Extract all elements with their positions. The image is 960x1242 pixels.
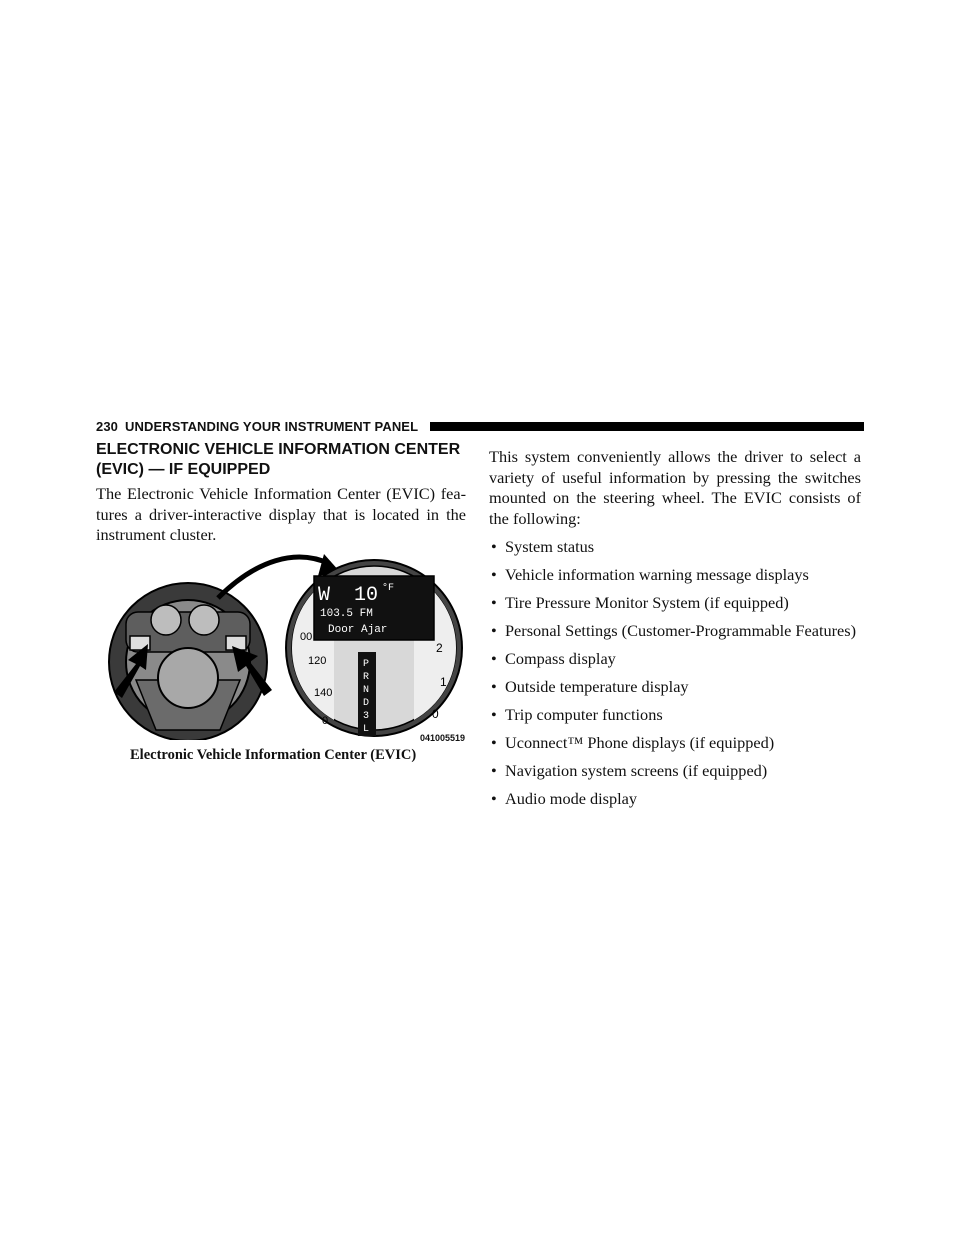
list-item: • Vehicle information warning message displays bbox=[491, 565, 809, 584]
section-heading-line-1: ELECTRONIC VEHICLE INFORMATION CENTER bbox=[96, 441, 461, 458]
speed-tick-140: 140 bbox=[314, 687, 333, 699]
list-item: • Audio mode display bbox=[491, 789, 638, 808]
display-temperature: 10 bbox=[354, 584, 379, 607]
bullet-icon: • bbox=[491, 677, 497, 696]
instrument-cluster bbox=[286, 560, 462, 736]
speed-tick-00: 00 bbox=[300, 631, 313, 643]
left-column bbox=[96, 440, 466, 546]
intro-paragraph: The Electronic Vehicle Information Center (EVIC) fea-tures a driver-interactive display that is located in the instrument cluster. bbox=[96, 484, 466, 544]
evic-feature-list bbox=[489, 537, 861, 817]
bullet-icon: • bbox=[491, 593, 497, 612]
speed-tick-0: 0 bbox=[322, 715, 329, 727]
bullet-icon: • bbox=[491, 761, 497, 780]
bullet-icon: • bbox=[491, 649, 497, 668]
evic-illustration bbox=[96, 540, 470, 740]
display-radio: 103.5 FM bbox=[320, 608, 373, 620]
header-rule bbox=[430, 422, 864, 431]
display-compass: W bbox=[318, 584, 331, 607]
list-item: • Outside temperature display bbox=[491, 677, 689, 696]
display-message: Door Ajar bbox=[328, 624, 388, 636]
evic-description: This system conveniently allows the driver to select a variety of useful information by pressing the switches mounted on the steering wheel. The EVIC consists of the following: bbox=[489, 447, 861, 528]
list-item: • Navigation system screens (if equipped) bbox=[491, 761, 768, 780]
tach-tick-0: 0 bbox=[432, 707, 439, 721]
gear-n: N bbox=[363, 685, 370, 696]
tach-tick-2: 2 bbox=[436, 641, 443, 655]
tach-tick-1: 1 bbox=[440, 675, 447, 689]
speed-tick-120: 120 bbox=[308, 655, 327, 667]
list-item: • Tire Pressure Monitor System (if equipped) bbox=[491, 593, 789, 612]
bullet-icon: • bbox=[491, 621, 497, 640]
figure-caption: Electronic Vehicle Information Center (EVIC) bbox=[130, 747, 417, 763]
bullet-icon: • bbox=[491, 733, 497, 752]
list-item: • Compass display bbox=[491, 649, 616, 668]
right-column bbox=[489, 447, 861, 817]
list-item: • System status bbox=[491, 537, 595, 556]
list-item: • Personal Settings (Customer-Programmable Features) bbox=[491, 621, 857, 640]
section-heading bbox=[96, 440, 466, 480]
gear-d: D bbox=[363, 698, 370, 709]
page-number: 230 bbox=[96, 419, 118, 434]
bullet-icon: • bbox=[491, 705, 497, 724]
list-item: • Uconnect™ Phone displays (if equipped) bbox=[491, 733, 775, 752]
header-title: UNDERSTANDING YOUR INSTRUMENT PANEL bbox=[125, 419, 419, 434]
gear-l: L bbox=[363, 724, 370, 735]
bullet-icon: • bbox=[491, 565, 497, 584]
bullet-icon: • bbox=[491, 789, 497, 808]
gear-3: 3 bbox=[363, 711, 370, 722]
list-item: • Trip computer functions bbox=[491, 705, 663, 724]
figure-code: 041005519 bbox=[420, 733, 466, 743]
bullet-icon: • bbox=[491, 537, 497, 556]
gear-r: R bbox=[363, 672, 370, 683]
page-header bbox=[96, 418, 864, 436]
display-unit: °F bbox=[382, 583, 395, 594]
section-heading-line-2: (EVIC) — IF EQUIPPED bbox=[96, 461, 271, 478]
gear-p: P bbox=[363, 659, 370, 670]
